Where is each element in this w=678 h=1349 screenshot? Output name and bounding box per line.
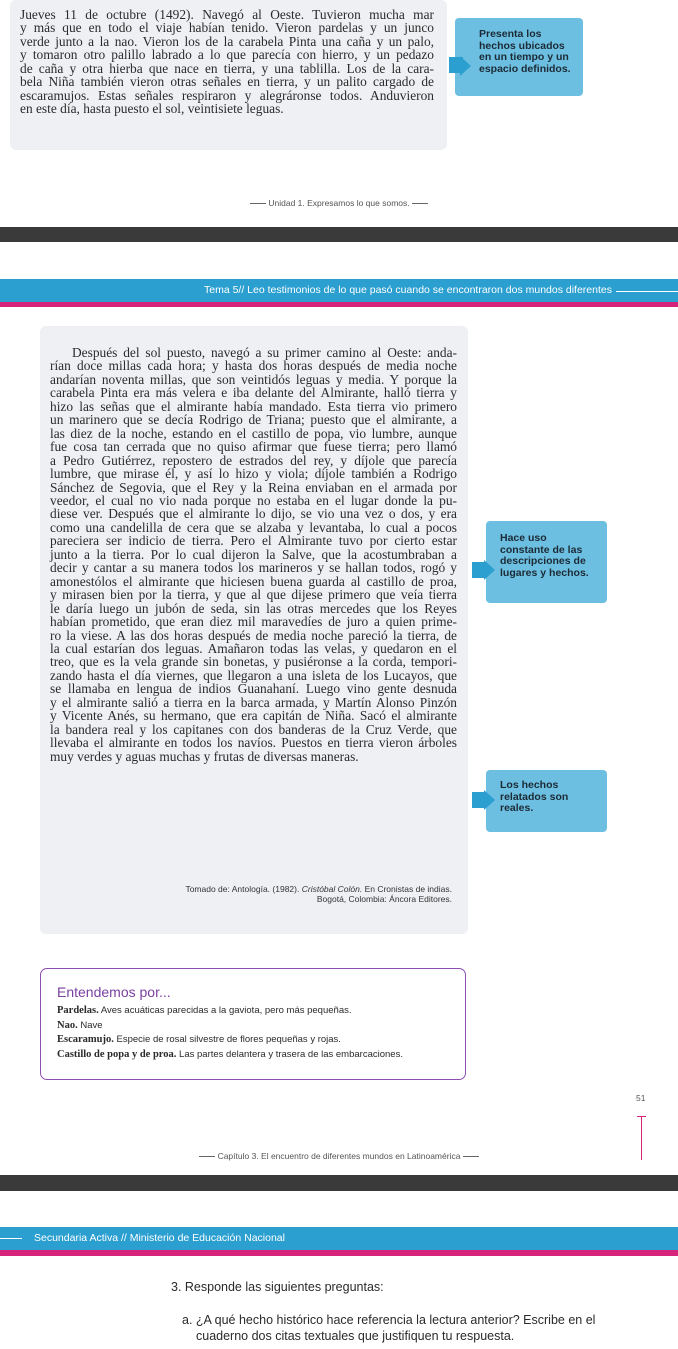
source-suffix: En Cronistas de indias.	[364, 884, 452, 894]
quote-line: las diez de la noche, estando en el castillo de popa, vio lumbre, aunque	[50, 425, 457, 441]
quote-line: Después del sol puesto, navegó a su primer camino al Oeste: anda-	[72, 345, 457, 360]
book-header-underline	[0, 1250, 678, 1256]
quote-line: en este día, hasta puesto el sol, veintisiete leguas.	[20, 101, 284, 117]
note-line: lugares y hechos.	[500, 566, 589, 579]
theme-header-underline	[0, 302, 678, 307]
glossary-item	[57, 1004, 457, 1019]
quote-line: Jueves 11 de octubre (1492). Navegó al Oeste. Tuvieron mucha mar	[20, 7, 434, 22]
note-line: Presenta los	[479, 28, 542, 40]
glossary-definition: Las partes delantera y trasera de las embarcaciones.	[176, 1048, 403, 1060]
theme-header-rule	[616, 291, 678, 292]
annotation-note-1-text	[479, 29, 581, 75]
quote-line: bela Niña también vieron otras señales en tierra, y un palito cargado de	[20, 74, 434, 90]
note-line: reales.	[500, 802, 534, 814]
quote-line: decir y cantar a su manera todos los marineros y se hallan todos, rogó y	[50, 560, 457, 576]
quote-line: diese ver. Después que el almirante lo dijo, se vio una vez o dos, y era	[50, 506, 457, 522]
theme-header-title: Tema 5// Leo testimonios de lo que pasó cuando se encontraron dos mundos diferentes	[203, 284, 612, 296]
quote-line: la bandera real y los capitanes con dos banderas de la Cruz Verde, que	[50, 721, 457, 737]
quote-line: rían doce millas cada hora; y hasta dos horas después de media noche	[50, 358, 457, 374]
page-divider-1	[0, 227, 678, 242]
page-number: 51	[636, 1093, 646, 1103]
note-line: descripciones de	[500, 555, 586, 567]
unit-footer	[0, 198, 678, 208]
glossary-list	[57, 1004, 457, 1062]
quote-line: la cual estarían dos leguas. Amañaron todas las velas, y quedaron en el	[50, 640, 457, 656]
glossary-term: Escaramujo.	[57, 1034, 114, 1045]
quote-line: se llamaba en lengua de indios Guanahaní. Luego vino gente desnuda	[50, 681, 457, 697]
note-line: en un tiempo y un	[479, 51, 569, 63]
question-a-line2: cuaderno dos citas textuales que justifiquen tu respuesta.	[196, 1329, 515, 1343]
page-divider-2	[0, 1175, 678, 1191]
quote-line: verde junto a la nao. Vieron los de la carabela Pinta una caña y un palo,	[20, 33, 434, 49]
question-heading: 3. Responde las siguientes preguntas:	[171, 1280, 384, 1294]
glossary-item	[57, 1048, 457, 1063]
question-a-line1: a. ¿A qué hecho histórico hace referencia la lectura anterior? Escribe en el	[182, 1313, 596, 1327]
quote-line: y mirasen bien por la tierra, y que al que dijese primero que veía tierra	[50, 587, 457, 603]
annotation-note-2-text	[500, 533, 604, 579]
note-line: Hace uso	[500, 532, 547, 544]
chapter-footer	[0, 1151, 678, 1161]
quote-line: veedor, el cual no vio nada porque no estaba en el lugar donde la pu-	[50, 492, 457, 508]
quote-line: y más que en todo el viaje habían tenido. Vieron pardelas y un junco	[20, 20, 434, 36]
quote-line: llevaba el almirante en todos los navíos. Puestos en tierra vieron árboles	[50, 735, 457, 751]
quote-line: a Pedro Gutiérrez, repostero de estrados del rey, y díjole que parecía	[50, 452, 457, 468]
glossary-term: Castillo de popa y de proa.	[57, 1048, 177, 1060]
quote-line: fue cosa tan cerrada que no quiso afirmar que fuese tierra; pero llamó	[50, 439, 457, 455]
quote-line: de caña y otra hierba que nace en tierra, y una tablilla. Los de la cara-	[20, 60, 434, 76]
quote-line: lumbre, que mirase él, y así lo hizo y viola; díjole también a Rodrigo	[50, 466, 457, 482]
arrow-right-icon-head	[484, 790, 495, 810]
glossary-term: Nao.	[57, 1019, 78, 1031]
glossary-term: Pardelas.	[57, 1005, 99, 1016]
quote-line: escaramujos. Estas señales respiraron y alegráronse todos. Anduvieron	[20, 87, 434, 103]
page-number-marker-cap	[637, 1116, 646, 1117]
quote-line: ro la viese. A las dos horas después de media noche pareció la tierra, de	[50, 627, 457, 643]
quote-line: muy verdes y aguas muchas y frutas de diversas maneras.	[50, 748, 359, 764]
source-line2: Bogotá, Colombia: Áncora Editores.	[316, 894, 452, 904]
quote-line: y tomaron otro palillo labrado a lo que parecía con hierro, y un pedazo	[20, 47, 434, 63]
quote-line: Sánchez de Segovia, que el Rey y la Reina enviaban en el armada por	[50, 479, 457, 495]
quote-line: zando hasta el día viernes, que llegaron a una isleta de los Lucayos, que	[50, 667, 457, 683]
diary-quote-text	[20, 8, 434, 116]
quote-line: hizo las señas que el almirante había mandado. Esta tierra vio primero	[50, 398, 457, 414]
arrow-right-icon-head	[460, 56, 471, 76]
glossary-definition: Especie de rosal silvestre de flores pequeñas y rojas.	[113, 1034, 341, 1045]
glossary-item	[57, 1019, 457, 1034]
glossary-definition: Nave	[77, 1019, 103, 1031]
quote-line: y Vicente Anés, su hermano, que era capitán de Niña. Sacó el almirante	[50, 708, 457, 724]
book-header-title: Secundaria Activa // Ministerio de Educación Nacional	[34, 1232, 285, 1244]
quote-line: habían prometido, que eran diez mil maravedíes de juro a quien prime-	[50, 614, 457, 630]
quote-line: pareciera ser indicio de tierra. Pero el Almirante tuvo por cierto estar	[50, 533, 457, 549]
arrow-right-icon-head	[484, 560, 495, 580]
quote-line: junto a la tierra. Por lo cual dijeron la Salve, que la acostumbraban a	[50, 546, 457, 562]
quote-line: carabela Pinta era más velera e iba delante del Almirante, halló tierra y	[50, 385, 457, 401]
note-line: Los hechos	[500, 779, 559, 791]
colon-quote-text	[50, 346, 457, 763]
source-citation	[60, 884, 452, 904]
quote-line: amonestólos el almirante que hiciesen buena guarda al castillo de proa,	[50, 573, 457, 589]
source-title: Cristóbal Colón.	[301, 884, 363, 894]
annotation-note-3-text	[500, 780, 604, 815]
quote-line: un marinero que se decía Rodrigo de Triana; puesto que el almirante, a	[50, 412, 457, 428]
note-line: hechos ubicados	[479, 39, 565, 52]
quote-line: como una candelilla de cera que se alzaba y levantaba, lo cual a pocos	[50, 519, 457, 535]
source-prefix: Tomado de: Antología. (1982).	[185, 884, 300, 894]
book-header-rule	[0, 1238, 22, 1239]
chapter-footer-label: Capítulo 3. El encuentro de diferentes mundos en Latinoamérica	[217, 1151, 461, 1161]
quote-line: le daría luego un jubón de seda, sin las otras mercedes que los Reyes	[50, 600, 457, 616]
note-line: relatados son	[500, 790, 569, 803]
quote-line: andarían noventa millas, que son veintidós leguas y media. Y porque la	[50, 371, 457, 387]
glossary-definition: Aves acuáticas parecidas a la gaviota, pero más pequeñas.	[98, 1005, 352, 1016]
quote-line: y el almirante salió a tierra en la barca armada, y Martín Alonso Pinzón	[50, 694, 457, 710]
glossary-title: Entendemos por...	[57, 984, 171, 1000]
note-line: constante de las	[500, 543, 583, 556]
note-line: espacio definidos.	[479, 62, 571, 75]
quote-line: treo, que es la vela grande sin bonetas, y pusiéronse a la corda, tempori-	[50, 654, 457, 670]
glossary-item	[57, 1033, 457, 1048]
unit-footer-label: Unidad 1. Expresamos lo que somos.	[268, 198, 410, 208]
